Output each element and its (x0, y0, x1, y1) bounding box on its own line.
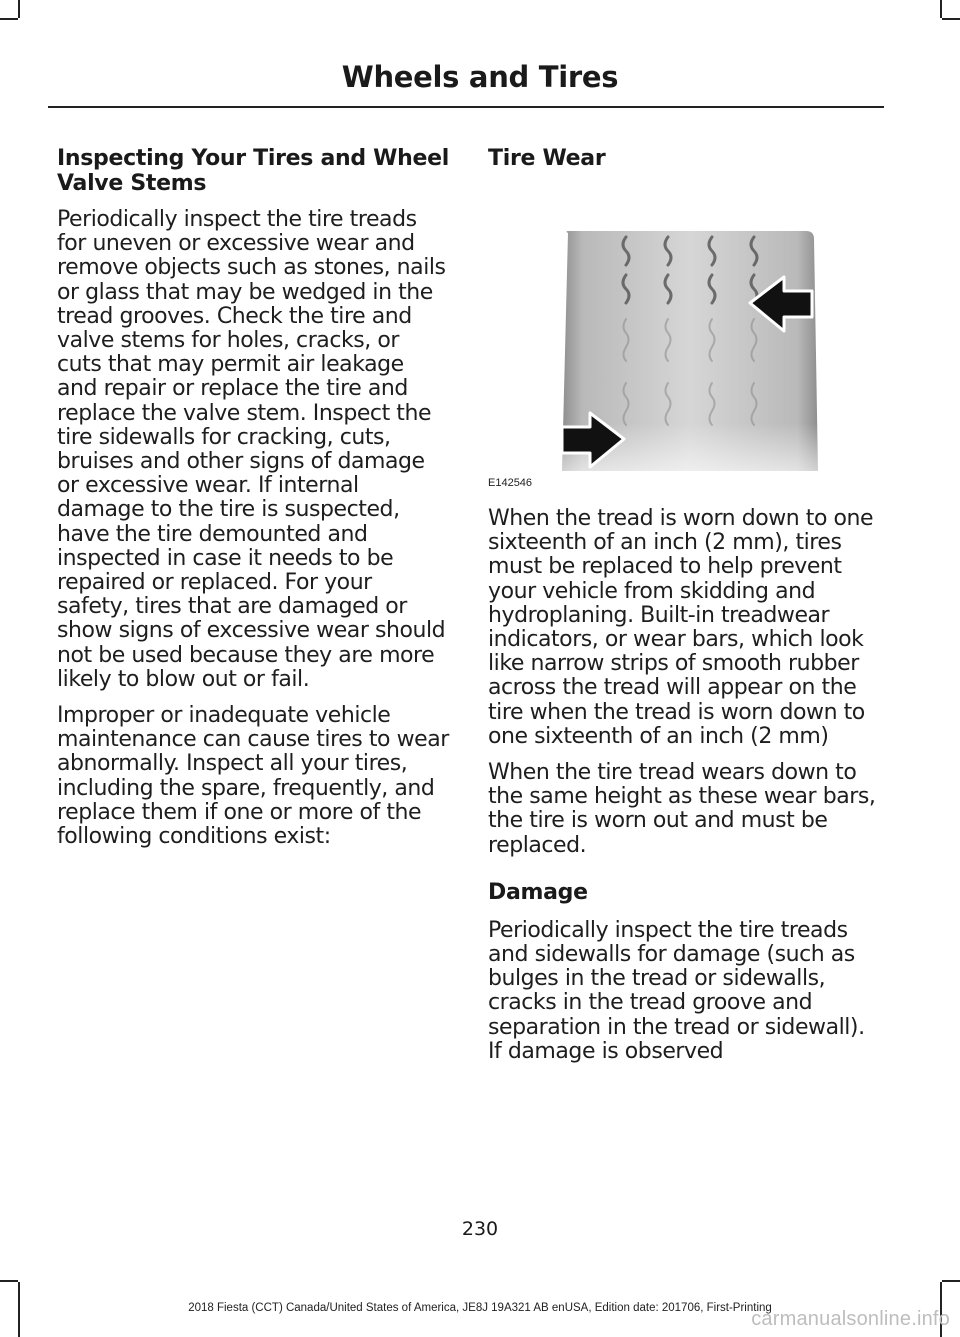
paragraph-wear-bars: When the tire tread wears down to the same height as these wear bars, the tire is worn out and must be replaced. (488, 760, 876, 858)
crop-mark-top-left (18, 0, 20, 18)
right-column (488, 146, 880, 1076)
crop-mark-top-left-h (0, 18, 18, 20)
crop-mark-bottom-right-h (942, 1280, 960, 1282)
paragraph-damage: Periodically inspect the tire treads and sidewalls for damage (such as bulges in the tread or sidewalls, cracks in the tread groove and separation in the tread or sidewall). If damage is observed (488, 917, 865, 1064)
header-divider (48, 106, 884, 108)
page-number: 230 (461, 1218, 499, 1240)
left-column (57, 146, 449, 861)
paragraph-inspect-treads: Periodically inspect the tire treads for uneven or excessive wear and remove objects such as stones, nails or glass that may be wedged in the tread grooves. Check the tire and valve stems for holes, cracks, or cuts that may permit air leakage and repair or replace the tire and replace the valve stem. Inspect the tire sidewalls for cracking, cuts, bruises and other signs of damage or excessive wear. If internal damage to the tire is suspected, have the tire demounted and inspected in case it needs to be repaired or replaced. For your safety, tires that are damaged or show signs of excessive wear should not be used because they are more likely to blow out or fail. (57, 207, 446, 692)
paragraph-improper-maintenance: Improper or inadequate vehicle maintenance can cause tires to wear abnormally. Inspect all your tires, including the spare, frequently, and replace them if one or more of the following conditions exist: (57, 703, 449, 850)
watermark: carmanualsonline.info (751, 1308, 950, 1330)
footer-edition: 2018 Fiesta (CCT) Canada/United States of America, JE8J 19A321 AB enUSA, Edition date: 201706, First-Printing (188, 1302, 772, 1314)
section-heading-damage: Damage (488, 879, 588, 905)
crop-mark-top-right (940, 0, 942, 18)
tire-tread-image (488, 179, 880, 497)
crop-mark-bottom-left-h (0, 1280, 18, 1282)
figure-code: E142546 (488, 477, 533, 489)
section-heading-tire-wear: Tire Wear (488, 146, 606, 171)
section-heading-inspecting: Inspecting Your Tires and Wheel Valve Stems (57, 146, 449, 196)
crop-mark-top-right-h (942, 18, 960, 20)
paragraph-tread-worn: When the tread is worn down to one sixteenth of an inch (2 mm), tires must be replaced to help prevent your vehicle from skidding and hydroplaning. Built-in treadwear indicators, or wear bars, which look like narrow strips of smooth rubber across the tread will appear on the tire when the tread is worn down to one sixteenth of an inch (2 mm) (488, 506, 874, 749)
page-title: Wheels and Tires (341, 60, 619, 94)
tire-wear-illustration (488, 179, 880, 497)
